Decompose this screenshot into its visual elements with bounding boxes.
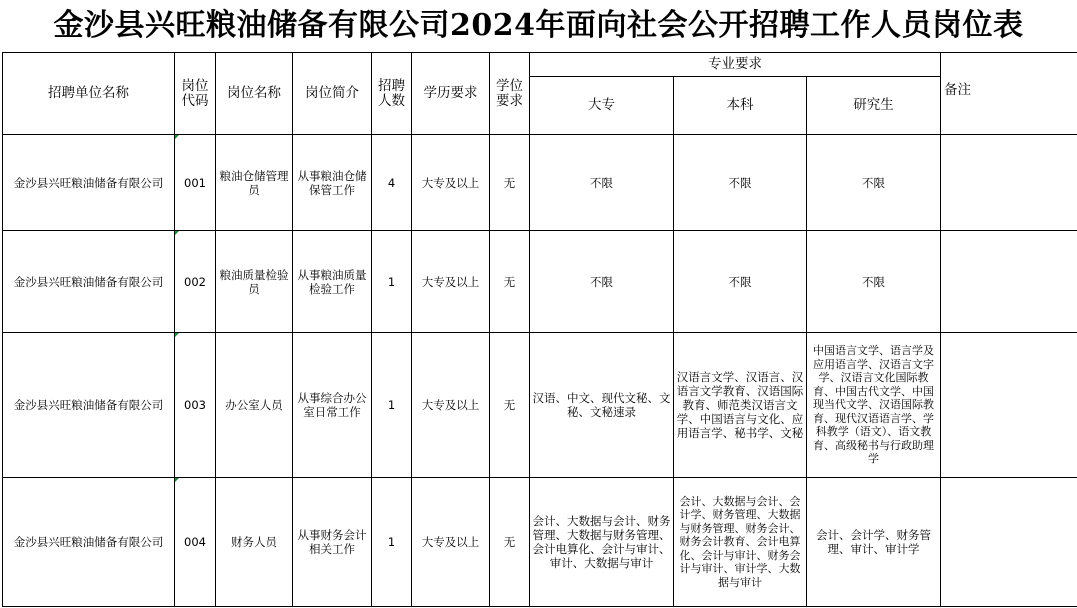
cell-degree: 无	[490, 478, 530, 607]
cell-intro: 从事粮油仓储保管工作	[293, 135, 372, 231]
cell-dazhuan: 不限	[530, 135, 674, 231]
cell-unit	[3, 135, 175, 231]
cell-note	[941, 478, 1077, 607]
header-degree: 学位要求	[490, 53, 530, 135]
cell-intro: 从事综合办公室日常工作	[293, 333, 372, 478]
job-table	[2, 52, 1077, 607]
cell-yanjiusheng: 不限	[807, 135, 941, 231]
cell-edu: 大专及以上	[412, 231, 490, 333]
comment-marker-icon	[175, 333, 179, 337]
cell-benke: 汉语言文学、汉语言、汉语言文学教育、汉语国际教育、师范类汉语言文学、中国语言与文化、应用语言学、秘书学、文秘	[674, 333, 807, 478]
cell-edu: 大专及以上	[412, 478, 490, 607]
cell-count: 4	[372, 135, 412, 231]
cell-code	[175, 478, 216, 607]
cell-code	[175, 231, 216, 333]
cell-note	[941, 135, 1077, 231]
header-code: 岗位代码	[175, 53, 216, 135]
header-name: 岗位名称	[216, 53, 293, 135]
header-unit: 招聘单位名称	[3, 53, 175, 135]
comment-marker-icon	[175, 478, 179, 482]
cell-dazhuan: 汉语、中文、现代文秘、文秘、文秘速录	[530, 333, 674, 478]
cell-benke: 不限	[674, 135, 807, 231]
cell-code-text: 002	[184, 274, 206, 289]
cell-degree: 无	[490, 231, 530, 333]
cell-edu: 大专及以上	[412, 135, 490, 231]
cell-unit: 金沙县兴旺粮油储备有限公司	[3, 478, 175, 607]
cell-intro: 从事财务会计相关工作	[293, 478, 372, 607]
cell-count: 1	[372, 231, 412, 333]
page-title: 金沙县兴旺粮油储备有限公司2024年面向社会公开招聘工作人员岗位表	[53, 8, 1024, 43]
cell-benke: 会计、大数据与会计、会计学、财务管理、大数据与财务管理、财务会计、财务会计教育、会计电算化、会计与审计、财务会计与审计、审计学、大数据与审计	[674, 478, 807, 607]
cell-note	[941, 333, 1077, 478]
comment-marker-icon	[175, 231, 179, 235]
cell-unit-text: 金沙县兴旺粮油储备有限公司	[13, 175, 164, 190]
header-yanjiusheng: 研究生	[807, 77, 941, 135]
cell-degree: 无	[490, 333, 530, 478]
header-edu: 学历要求	[412, 53, 490, 135]
cell-unit: 金沙县兴旺粮油储备有限公司	[3, 333, 175, 478]
cell-edu: 大专及以上	[412, 333, 490, 478]
header-benke: 本科	[674, 77, 807, 135]
cell-name: 粮油质量检验员	[216, 231, 293, 333]
header-major-group: 专业要求	[530, 53, 941, 77]
cell-code-text: 004	[184, 535, 206, 549]
table-row	[3, 135, 1077, 231]
header-dazhuan: 大专	[530, 77, 674, 135]
cell-name: 财务人员	[216, 478, 293, 607]
cell-code-text: 003	[184, 398, 206, 412]
cell-code-text: 001	[184, 175, 206, 190]
cell-note	[941, 231, 1077, 333]
cell-yanjiusheng: 不限	[807, 231, 941, 333]
cell-dazhuan: 不限	[530, 231, 674, 333]
header-note: 备注	[941, 53, 1077, 135]
table-row	[3, 333, 1077, 478]
cell-unit: 金沙县兴旺粮油储备有限公司	[3, 231, 175, 333]
cell-count: 1	[372, 333, 412, 478]
cell-name: 粮油仓储管理员	[216, 135, 293, 231]
cell-intro: 从事粮油质量检验工作	[293, 231, 372, 333]
cell-name: 办公室人员	[216, 333, 293, 478]
cell-yanjiusheng: 会计、会计学、财务管理、审计、审计学	[807, 478, 941, 607]
cell-benke: 不限	[674, 231, 807, 333]
comment-marker-icon	[175, 135, 179, 139]
cell-degree: 无	[490, 135, 530, 231]
table-row	[3, 478, 1077, 607]
header-count: 招聘人数	[372, 53, 412, 135]
cell-count: 1	[372, 478, 412, 607]
header-intro: 岗位简介	[293, 53, 372, 135]
cell-yanjiusheng: 中国语言文学、语言学及应用语言学、汉语言文字学、汉语言文化国际教育、中国古代文学、中国现当代文学、汉语国际教育、现代汉语语言学、学科教学（语文）、语文教育、高级秘书与行政助理学	[807, 333, 941, 478]
cell-code	[175, 135, 216, 231]
table-row	[3, 231, 1077, 333]
cell-code	[175, 333, 216, 478]
cell-dazhuan: 会计、大数据与会计、财务管理、大数据与财务管理、会计电算化、会计与审计、审计、大数据与审计	[530, 478, 674, 607]
